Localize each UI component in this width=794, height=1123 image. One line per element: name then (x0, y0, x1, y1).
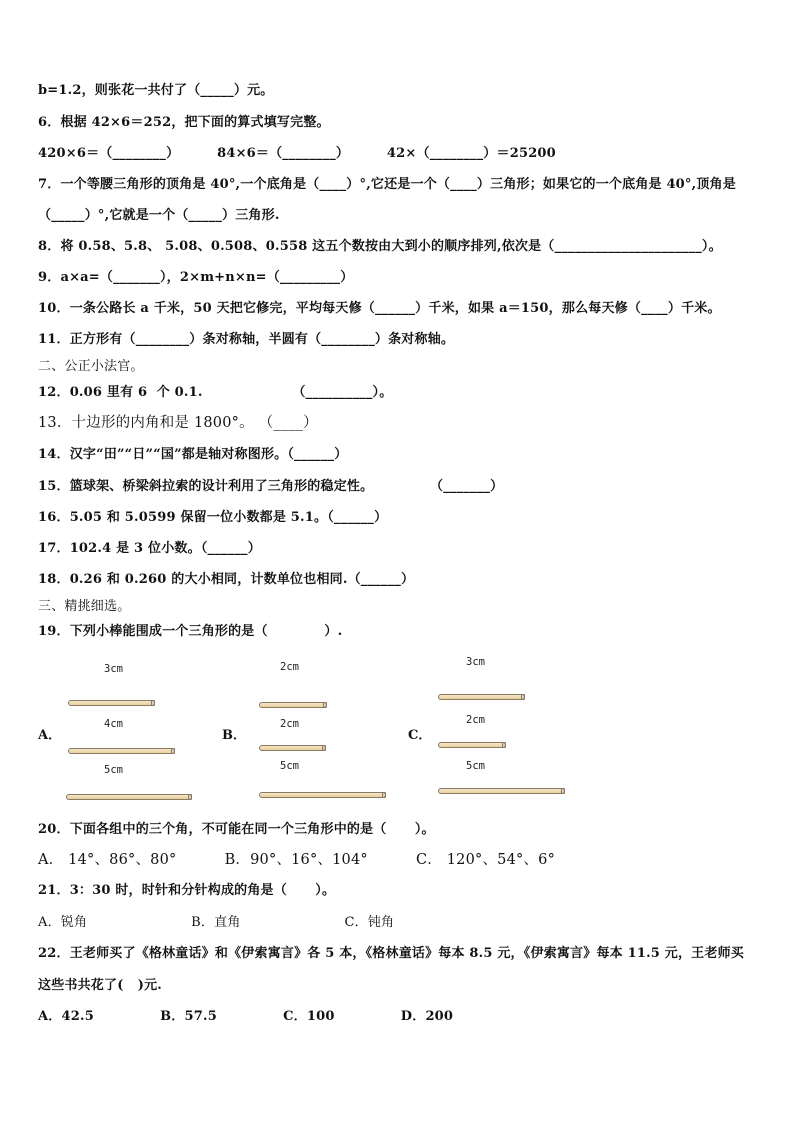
q6-blanks: 420×6＝（________） 84×6＝（________） 42×（________）＝25200 (38, 146, 556, 161)
q19-c-stick2 (438, 742, 506, 748)
q19-c-stick1 (438, 694, 525, 700)
q22-text: 22．王老师买了《格林童话》和《伊索寓言》各 5 本，《格林童话》每本 8.5 元，《伊索寓言》每本 11.5 元，王老师买 (38, 946, 744, 961)
q11-text: 11．正方形有（________）条对称轴，半圆有（________）条对称轴。 (38, 332, 455, 347)
q21-options: A．锐角 B．直角 C．钝角 (38, 915, 395, 930)
q19-a-stick1-length: 3cm (104, 663, 123, 675)
section-2-heading: 二、公正小法官。 (38, 359, 144, 374)
q19-b-stick3 (259, 792, 386, 798)
q20-options: A． 14°、86°、80° B．90°、16°、104° C． 120°、54°、6° (38, 852, 556, 868)
q22-continuation: 这些书共花了( )元. (38, 978, 163, 993)
q19-option-a-label[interactable]: A． (38, 728, 62, 743)
q19-b-stick1 (259, 702, 327, 708)
q6-text: 6．根据 42×6＝252，把下面的算式填写完整。 (38, 115, 330, 130)
q19-a-stick3-length: 5cm (104, 764, 123, 776)
q19-b-stick1-length: 2cm (280, 661, 299, 673)
q12-text: 12．0.06 里有 6 个 0.1. （__________）。 (38, 385, 393, 400)
q13-text: 13．十边形的内角和是 1800°。 （____） (38, 415, 318, 431)
q19-c-stick1-length: 3cm (466, 656, 485, 668)
q19-option-b-label[interactable]: B． (222, 728, 246, 743)
q9-text: 9．a×a=（_______），2×m+n×n=（_________） (38, 270, 354, 285)
q7-text: 7．一个等腰三角形的顶角是 40°,一个底角是（____）°,它还是一个（____）三角形；如果它的一个底角是 40°,顶角是 (38, 177, 736, 192)
q16-text: 16．5.05 和 5.0599 保留一位小数都是 5.1。（______） (38, 510, 388, 525)
q19-a-stick2 (68, 748, 175, 754)
q19-b-stick2 (259, 745, 326, 751)
q19-text: 19．下列小棒能围成一个三角形的是（ ）. (38, 624, 343, 639)
q10-text: 10．一条公路长 a 千米，50 天把它修完，平均每天修（______）千米，如果 a＝150，那么每天修（____）千米。 (38, 301, 721, 316)
q14-text: 14．汉字“田”“日”“国”都是轴对称图形。（______） (38, 447, 348, 462)
q19-option-c-label[interactable]: C． (408, 728, 432, 743)
q15-text: 15．篮球架、桥梁斜拉索的设计利用了三角形的稳定性。 （_______） (38, 479, 504, 494)
q8-text: 8．将 0.58、5.8、 5.08、0.508、0.558 这五个数按由大到小的顺序排列,依次是（______________________）。 (38, 239, 722, 254)
q19-a-stick2-length: 4cm (104, 718, 123, 730)
q19-c-stick3-length: 5cm (466, 760, 485, 772)
q22-options: A．42.5 B．57.5 C．100 D．200 (38, 1009, 454, 1024)
q21-text: 21．3：30 时，时针和分针构成的角是（ ）。 (38, 883, 336, 898)
q19-b-stick3-length: 5cm (280, 760, 299, 772)
q19-a-stick3 (66, 794, 192, 800)
q19-b-stick2-length: 2cm (280, 718, 299, 730)
q17-text: 17．102.4 是 3 位小数。（______） (38, 541, 261, 556)
q7-continuation: （_____）°,它就是一个（_____）三角形. (38, 208, 280, 223)
q19-c-stick3 (438, 788, 565, 794)
section-3-heading: 三、精挑细选。 (38, 599, 131, 614)
q18-text: 18．0.26 和 0.260 的大小相同，计数单位也相同.（______） (38, 572, 415, 587)
q5-continuation: b=1.2，则张花一共付了（_____）元。 (38, 83, 274, 98)
q19-a-stick1 (68, 700, 155, 706)
q20-text: 20．下面各组中的三个角，不可能在同一个三角形中的是（ ）。 (38, 822, 435, 837)
q19-c-stick2-length: 2cm (466, 714, 485, 726)
